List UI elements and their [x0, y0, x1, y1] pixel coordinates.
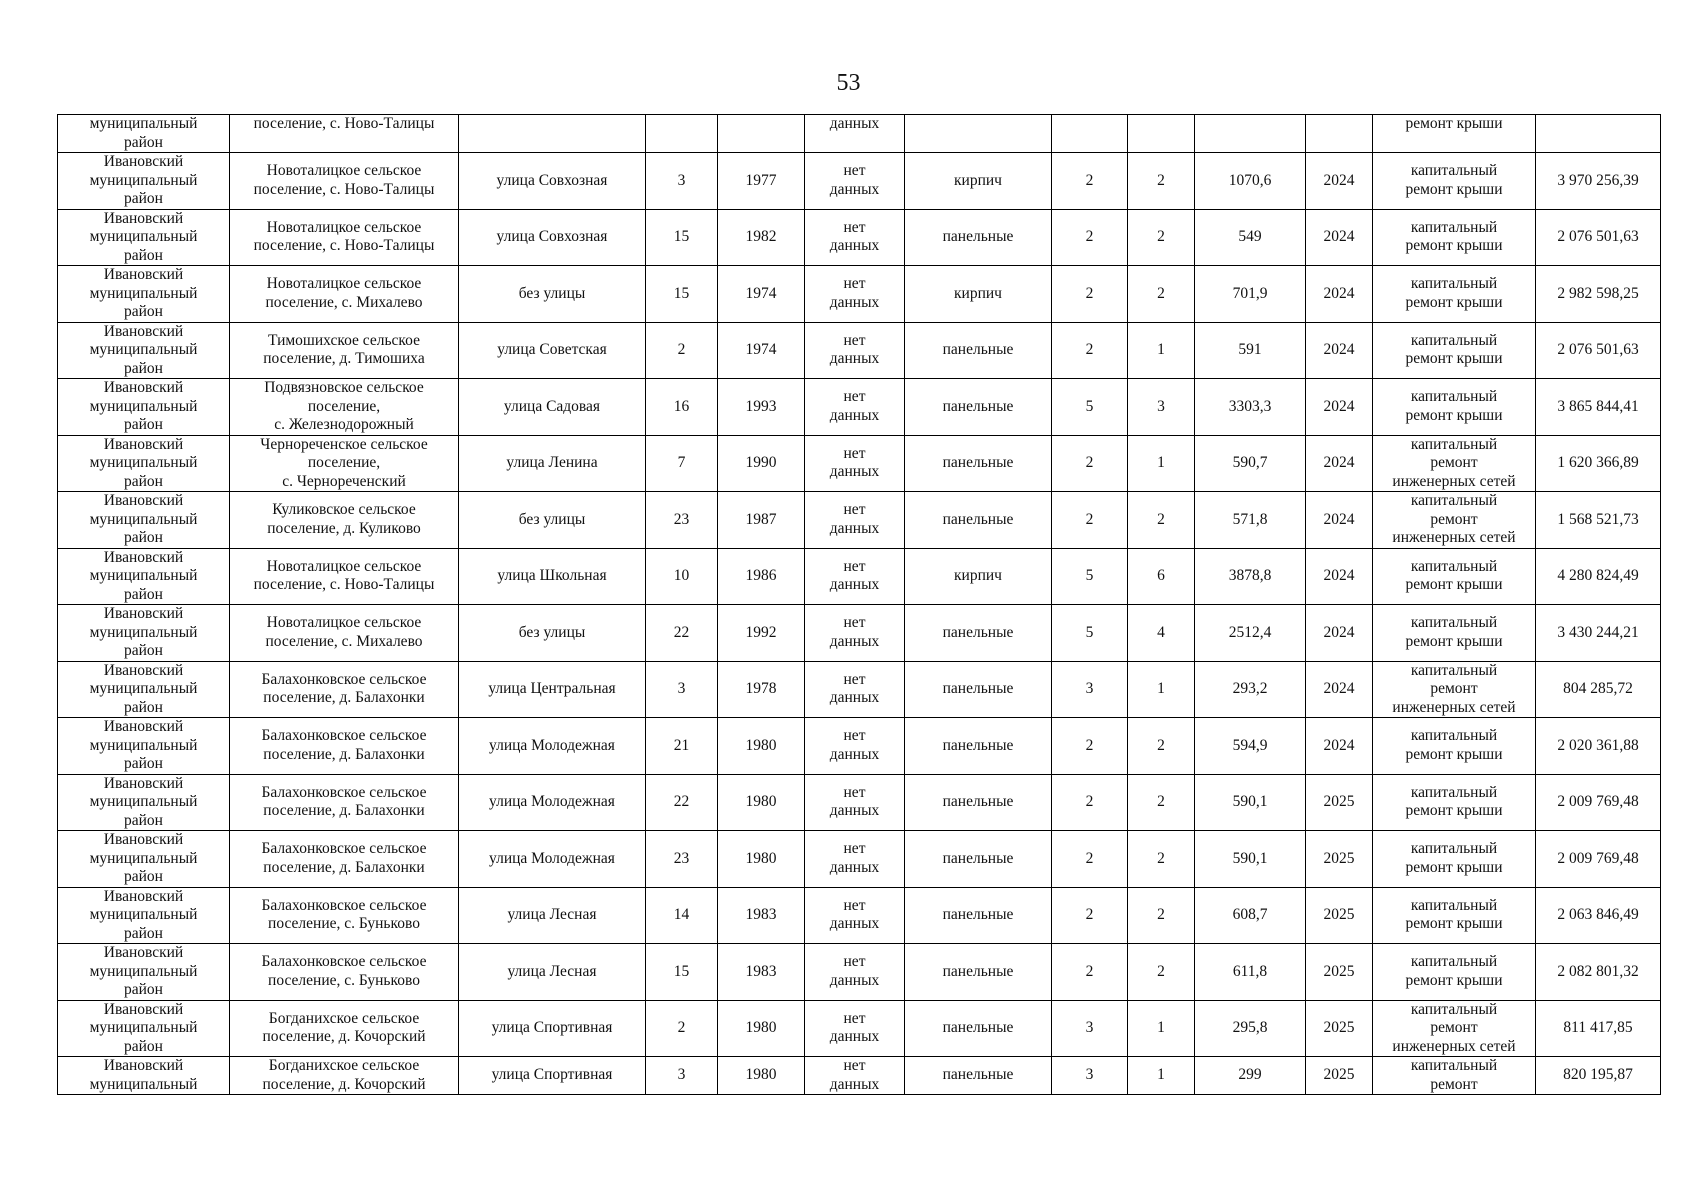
year-built-cell: 1983 [718, 944, 805, 1001]
year-built-cell: 1992 [718, 605, 805, 662]
district-cell: Ивановский муниципальный район [58, 944, 230, 1001]
house-number-cell: 21 [646, 718, 718, 775]
floors-cell: 5 [1052, 379, 1128, 436]
year-built-cell: 1974 [718, 322, 805, 379]
plan-year-cell [1306, 115, 1373, 153]
house-number-cell [646, 115, 718, 153]
district-cell: Ивановский муниципальный район [58, 774, 230, 831]
district-cell: Ивановский муниципальный район [58, 153, 230, 210]
settlement-cell: поселение, с. Ново-Талицы [230, 115, 459, 153]
floors-cell [1052, 115, 1128, 153]
year-built-cell: 1987 [718, 492, 805, 549]
work-type-cell: капитальный ремонт инженерных сетей [1373, 661, 1536, 718]
plan-year-cell: 2024 [1306, 605, 1373, 662]
wall-year-cell: нет данных [805, 718, 905, 775]
work-type-cell: капитальный ремонт крыши [1373, 322, 1536, 379]
floors-cell: 2 [1052, 944, 1128, 1001]
work-type-cell: капитальный ремонт [1373, 1057, 1536, 1095]
house-number-cell: 15 [646, 209, 718, 266]
wall-year-cell: нет данных [805, 1057, 905, 1095]
wall-material-cell: панельные [905, 605, 1052, 662]
district-cell: Ивановский муниципальный район [58, 548, 230, 605]
area-cell: 3878,8 [1195, 548, 1306, 605]
floors-cell: 3 [1052, 661, 1128, 718]
year-built-cell: 1977 [718, 153, 805, 210]
cost-cell: 1 620 366,89 [1536, 435, 1661, 492]
wall-material-cell: панельные [905, 718, 1052, 775]
work-type-cell: капитальный ремонт крыши [1373, 379, 1536, 436]
area-cell: 591 [1195, 322, 1306, 379]
year-built-cell: 1986 [718, 548, 805, 605]
entrances-cell: 1 [1128, 1000, 1195, 1057]
settlement-cell: Куликовское сельское поселение, д. Куликово [230, 492, 459, 549]
table-row [58, 435, 1661, 492]
area-cell: 549 [1195, 209, 1306, 266]
house-number-cell: 7 [646, 435, 718, 492]
entrances-cell [1128, 115, 1195, 153]
street-cell: улица Ленина [459, 435, 646, 492]
plan-year-cell: 2025 [1306, 831, 1373, 888]
wall-material-cell: панельные [905, 492, 1052, 549]
year-built-cell: 1983 [718, 887, 805, 944]
settlement-cell: Новоталицкое сельское поселение, с. Михалево [230, 605, 459, 662]
wall-material-cell: панельные [905, 661, 1052, 718]
wall-year-cell: нет данных [805, 322, 905, 379]
street-cell: улица Молодежная [459, 831, 646, 888]
table-row [58, 153, 1661, 210]
street-cell: улица Школьная [459, 548, 646, 605]
area-cell: 608,7 [1195, 887, 1306, 944]
floors-cell: 2 [1052, 774, 1128, 831]
cost-cell: 2 082 801,32 [1536, 944, 1661, 1001]
cost-cell: 3 970 256,39 [1536, 153, 1661, 210]
district-cell: Ивановский муниципальный район [58, 887, 230, 944]
cost-cell: 2 076 501,63 [1536, 322, 1661, 379]
cost-cell: 2 009 769,48 [1536, 831, 1661, 888]
cost-cell [1536, 115, 1661, 153]
street-cell [459, 115, 646, 153]
house-number-cell: 2 [646, 1000, 718, 1057]
house-number-cell: 3 [646, 1057, 718, 1095]
district-cell: Ивановский муниципальный район [58, 435, 230, 492]
district-cell: Ивановский муниципальный район [58, 322, 230, 379]
settlement-cell: Богданихское сельское поселение, д. Кочорский [230, 1000, 459, 1057]
house-number-cell: 23 [646, 831, 718, 888]
table-body-end [58, 1057, 1661, 1095]
settlement-cell: Новоталицкое сельское поселение, с. Ново-Талицы [230, 153, 459, 210]
table-row [58, 1000, 1661, 1057]
table-row [58, 944, 1661, 1001]
street-cell: без улицы [459, 266, 646, 323]
year-built-cell: 1974 [718, 266, 805, 323]
wall-year-cell: нет данных [805, 1000, 905, 1057]
wall-year-cell: данных [805, 115, 905, 153]
work-type-cell: капитальный ремонт крыши [1373, 605, 1536, 662]
district-cell: Ивановский муниципальный район [58, 661, 230, 718]
cost-cell: 2 020 361,88 [1536, 718, 1661, 775]
plan-year-cell: 2024 [1306, 492, 1373, 549]
house-number-cell: 10 [646, 548, 718, 605]
wall-year-cell: нет данных [805, 831, 905, 888]
year-built-cell: 1980 [718, 831, 805, 888]
table-row [58, 1057, 1661, 1095]
entrances-cell: 2 [1128, 831, 1195, 888]
house-number-cell: 15 [646, 944, 718, 1001]
floors-cell: 2 [1052, 887, 1128, 944]
wall-year-cell: нет данных [805, 266, 905, 323]
work-type-cell: капитальный ремонт крыши [1373, 944, 1536, 1001]
street-cell: улица Молодежная [459, 718, 646, 775]
floors-cell: 2 [1052, 322, 1128, 379]
settlement-cell: Богданихское сельское поселение, д. Кочорский [230, 1057, 459, 1095]
work-type-cell: капитальный ремонт крыши [1373, 831, 1536, 888]
wall-material-cell: кирпич [905, 153, 1052, 210]
floors-cell: 3 [1052, 1057, 1128, 1095]
work-type-cell: капитальный ремонт инженерных сетей [1373, 435, 1536, 492]
year-built-cell: 1980 [718, 1057, 805, 1095]
street-cell: улица Лесная [459, 944, 646, 1001]
street-cell: улица Спортивная [459, 1057, 646, 1095]
entrances-cell: 1 [1128, 435, 1195, 492]
settlement-cell: Балахонковское сельское поселение, д. Балахонки [230, 661, 459, 718]
area-cell: 571,8 [1195, 492, 1306, 549]
plan-year-cell: 2024 [1306, 266, 1373, 323]
street-cell: улица Молодежная [459, 774, 646, 831]
cost-cell: 811 417,85 [1536, 1000, 1661, 1057]
house-number-cell: 22 [646, 774, 718, 831]
work-type-cell: капитальный ремонт крыши [1373, 266, 1536, 323]
page-number: 53 [836, 70, 861, 96]
wall-material-cell: панельные [905, 322, 1052, 379]
table-row [58, 209, 1661, 266]
settlement-cell: Новоталицкое сельское поселение, с. Ново-Талицы [230, 548, 459, 605]
settlement-cell: Балахонковское сельское поселение, д. Балахонки [230, 718, 459, 775]
wall-material-cell: панельные [905, 944, 1052, 1001]
settlement-cell: Чернореченское сельское поселение, с. Чернореченский [230, 435, 459, 492]
wall-material-cell: панельные [905, 1000, 1052, 1057]
house-number-cell: 22 [646, 605, 718, 662]
work-type-cell: капитальный ремонт крыши [1373, 718, 1536, 775]
wall-material-cell: панельные [905, 1057, 1052, 1095]
floors-cell: 2 [1052, 153, 1128, 210]
floors-cell: 2 [1052, 492, 1128, 549]
floors-cell: 2 [1052, 831, 1128, 888]
table-row [58, 492, 1661, 549]
cost-cell: 1 568 521,73 [1536, 492, 1661, 549]
plan-year-cell: 2024 [1306, 209, 1373, 266]
street-cell: улица Совхозная [459, 153, 646, 210]
street-cell: улица Лесная [459, 887, 646, 944]
wall-material-cell: панельные [905, 831, 1052, 888]
table-row [58, 605, 1661, 662]
floors-cell: 5 [1052, 548, 1128, 605]
table-row [58, 718, 1661, 775]
entrances-cell: 2 [1128, 887, 1195, 944]
street-cell: улица Центральная [459, 661, 646, 718]
wall-material-cell: панельные [905, 435, 1052, 492]
wall-material-cell: панельные [905, 774, 1052, 831]
year-built-cell: 1980 [718, 1000, 805, 1057]
entrances-cell: 2 [1128, 153, 1195, 210]
settlement-cell: Тимошихское сельское поселение, д. Тимошиха [230, 322, 459, 379]
table-row [58, 115, 1661, 153]
wall-year-cell: нет данных [805, 661, 905, 718]
house-number-cell: 23 [646, 492, 718, 549]
wall-year-cell: нет данных [805, 209, 905, 266]
area-cell [1195, 115, 1306, 153]
district-cell: Ивановский муниципальный район [58, 209, 230, 266]
area-cell: 590,1 [1195, 831, 1306, 888]
year-built-cell: 1990 [718, 435, 805, 492]
floors-cell: 5 [1052, 605, 1128, 662]
cost-cell: 2 063 846,49 [1536, 887, 1661, 944]
wall-material-cell: панельные [905, 379, 1052, 436]
street-cell: улица Спортивная [459, 1000, 646, 1057]
wall-material-cell: кирпич [905, 266, 1052, 323]
wall-year-cell: нет данных [805, 492, 905, 549]
table-row [58, 661, 1661, 718]
district-cell: Ивановский муниципальный район [58, 718, 230, 775]
house-number-cell: 3 [646, 661, 718, 718]
table-row [58, 831, 1661, 888]
wall-material-cell [905, 115, 1052, 153]
plan-year-cell: 2025 [1306, 1057, 1373, 1095]
settlement-cell: Балахонковское сельское поселение, д. Балахонки [230, 831, 459, 888]
entrances-cell: 2 [1128, 266, 1195, 323]
district-cell: Ивановский муниципальный район [58, 831, 230, 888]
cost-cell: 3 430 244,21 [1536, 605, 1661, 662]
street-cell: без улицы [459, 605, 646, 662]
plan-year-cell: 2025 [1306, 1000, 1373, 1057]
wall-year-cell: нет данных [805, 774, 905, 831]
area-cell: 590,1 [1195, 774, 1306, 831]
wall-year-cell: нет данных [805, 548, 905, 605]
wall-material-cell: кирпич [905, 548, 1052, 605]
settlement-cell: Балахонковское сельское поселение, с. Буньково [230, 944, 459, 1001]
entrances-cell: 2 [1128, 209, 1195, 266]
district-cell: Ивановский муниципальный район [58, 492, 230, 549]
cost-cell: 2 009 769,48 [1536, 774, 1661, 831]
house-number-cell: 15 [646, 266, 718, 323]
settlement-cell: Балахонковское сельское поселение, с. Буньково [230, 887, 459, 944]
work-type-cell: капитальный ремонт крыши [1373, 153, 1536, 210]
work-type-cell: ремонт крыши [1373, 115, 1536, 153]
year-built-cell: 1980 [718, 774, 805, 831]
plan-year-cell: 2025 [1306, 887, 1373, 944]
wall-year-cell: нет данных [805, 379, 905, 436]
settlement-cell: Новоталицкое сельское поселение, с. Михалево [230, 266, 459, 323]
wall-material-cell: панельные [905, 887, 1052, 944]
area-cell: 611,8 [1195, 944, 1306, 1001]
work-type-cell: капитальный ремонт крыши [1373, 887, 1536, 944]
floors-cell: 2 [1052, 209, 1128, 266]
house-number-cell: 16 [646, 379, 718, 436]
house-number-cell: 2 [646, 322, 718, 379]
year-built-cell: 1978 [718, 661, 805, 718]
district-cell: Ивановский муниципальный район [58, 266, 230, 323]
district-cell: Ивановский муниципальный район [58, 605, 230, 662]
street-cell: улица Советская [459, 322, 646, 379]
area-cell: 701,9 [1195, 266, 1306, 323]
table-row [58, 548, 1661, 605]
plan-year-cell: 2024 [1306, 548, 1373, 605]
plan-year-cell: 2025 [1306, 944, 1373, 1001]
district-cell: Ивановский муниципальный [58, 1057, 230, 1095]
street-cell: без улицы [459, 492, 646, 549]
floors-cell: 2 [1052, 718, 1128, 775]
entrances-cell: 2 [1128, 944, 1195, 1001]
area-cell: 2512,4 [1195, 605, 1306, 662]
table-row [58, 774, 1661, 831]
table-row [58, 887, 1661, 944]
wall-material-cell: панельные [905, 209, 1052, 266]
area-cell: 590,7 [1195, 435, 1306, 492]
entrances-cell: 1 [1128, 322, 1195, 379]
year-built-cell [718, 115, 805, 153]
work-type-cell: капитальный ремонт инженерных сетей [1373, 492, 1536, 549]
area-cell: 1070,6 [1195, 153, 1306, 210]
year-built-cell: 1993 [718, 379, 805, 436]
entrances-cell: 2 [1128, 718, 1195, 775]
plan-year-cell: 2024 [1306, 435, 1373, 492]
entrances-cell: 3 [1128, 379, 1195, 436]
area-cell: 295,8 [1195, 1000, 1306, 1057]
house-number-cell: 14 [646, 887, 718, 944]
entrances-cell: 2 [1128, 774, 1195, 831]
house-number-cell: 3 [646, 153, 718, 210]
area-cell: 3303,3 [1195, 379, 1306, 436]
table-row [58, 379, 1661, 436]
table-body [58, 115, 1661, 1057]
cost-cell: 2 982 598,25 [1536, 266, 1661, 323]
area-cell: 594,9 [1195, 718, 1306, 775]
wall-year-cell: нет данных [805, 435, 905, 492]
year-built-cell: 1982 [718, 209, 805, 266]
cost-cell: 820 195,87 [1536, 1057, 1661, 1095]
entrances-cell: 1 [1128, 1057, 1195, 1095]
table-row [58, 322, 1661, 379]
floors-cell: 2 [1052, 266, 1128, 323]
work-type-cell: капитальный ремонт крыши [1373, 774, 1536, 831]
floors-cell: 2 [1052, 435, 1128, 492]
wall-year-cell: нет данных [805, 887, 905, 944]
district-cell: Ивановский муниципальный район [58, 379, 230, 436]
plan-year-cell: 2024 [1306, 322, 1373, 379]
settlement-cell: Балахонковское сельское поселение, д. Балахонки [230, 774, 459, 831]
wall-year-cell: нет данных [805, 153, 905, 210]
area-cell: 299 [1195, 1057, 1306, 1095]
district-cell: муниципальный район [58, 115, 230, 153]
work-type-cell: капитальный ремонт инженерных сетей [1373, 1000, 1536, 1057]
entrances-cell: 6 [1128, 548, 1195, 605]
housing-register-table [57, 114, 1661, 1095]
cost-cell: 2 076 501,63 [1536, 209, 1661, 266]
cost-cell: 3 865 844,41 [1536, 379, 1661, 436]
floors-cell: 3 [1052, 1000, 1128, 1057]
work-type-cell: капитальный ремонт крыши [1373, 548, 1536, 605]
cost-cell: 804 285,72 [1536, 661, 1661, 718]
plan-year-cell: 2024 [1306, 661, 1373, 718]
plan-year-cell: 2024 [1306, 718, 1373, 775]
year-built-cell: 1980 [718, 718, 805, 775]
entrances-cell: 2 [1128, 492, 1195, 549]
table-row [58, 266, 1661, 323]
district-cell: Ивановский муниципальный район [58, 1000, 230, 1057]
street-cell: улица Совхозная [459, 209, 646, 266]
entrances-cell: 4 [1128, 605, 1195, 662]
wall-year-cell: нет данных [805, 944, 905, 1001]
entrances-cell: 1 [1128, 661, 1195, 718]
street-cell: улица Садовая [459, 379, 646, 436]
work-type-cell: капитальный ремонт крыши [1373, 209, 1536, 266]
cost-cell: 4 280 824,49 [1536, 548, 1661, 605]
plan-year-cell: 2025 [1306, 774, 1373, 831]
settlement-cell: Подвязновское сельское поселение, с. Железнодорожный [230, 379, 459, 436]
plan-year-cell: 2024 [1306, 379, 1373, 436]
plan-year-cell: 2024 [1306, 153, 1373, 210]
wall-year-cell: нет данных [805, 605, 905, 662]
settlement-cell: Новоталицкое сельское поселение, с. Ново-Талицы [230, 209, 459, 266]
area-cell: 293,2 [1195, 661, 1306, 718]
